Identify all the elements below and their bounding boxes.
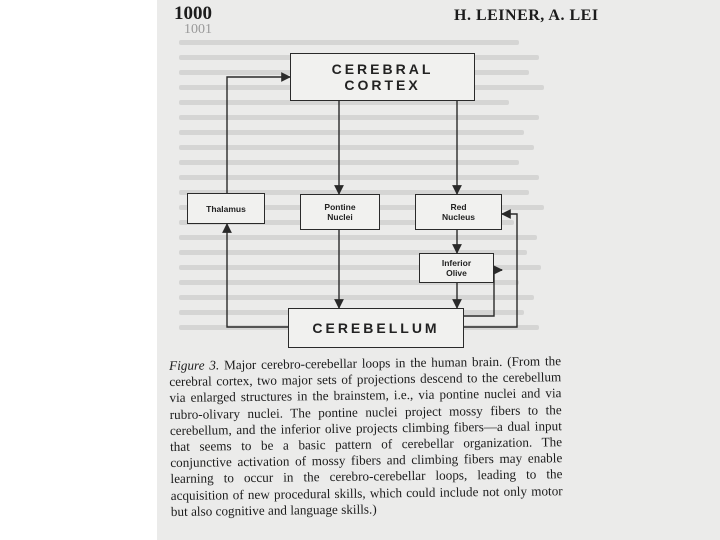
cerebral-cortex-label: CEREBRAL CORTEX — [331, 61, 434, 93]
page-number-bleed-through: 1001 — [184, 22, 212, 37]
pontine-nuclei-box — [300, 194, 380, 230]
scanned-page — [157, 0, 720, 540]
arrow-thalamus-to-cortex — [227, 77, 290, 193]
cerebellum-box — [288, 308, 464, 348]
cerebral-cortex-box — [290, 53, 475, 101]
cerebellum-label: CEREBELLUM — [312, 320, 440, 336]
figure-caption — [169, 353, 563, 520]
thalamus-box — [187, 193, 265, 224]
thalamus-label: Thalamus — [206, 203, 246, 214]
figure-label: Figure 3. — [169, 357, 220, 373]
red-nucleus-box — [415, 194, 502, 230]
cerebro-cerebellar-diagram — [157, 0, 720, 360]
inferior-olive-label: Inferior Olive — [441, 258, 472, 278]
page-number: 1000 — [174, 3, 212, 24]
caption-text: Major cerebro-cerebellar loops in the human brain. (From the cerebral cortex, two major sets of projections descend to the cerebellum via enlarged structures in the brainstem, i.e., via pontine nuclei and via rubro-olivary nuclei. The pontine nuclei project mossy fibers to the cerebellum, and the inferior olive projects climbing fibers—a dual input that seems to be a basic pattern of cerebellar organization. The conjunctive activation of mossy fibers and climbing fibers may enable learning to occur in the cerebro-cerebellar loops, leading to the acquisition of new procedural skills, which could include not only motor but also cognitive and language skills.) — [169, 353, 563, 519]
pontine-nuclei-label: Pontine Nuclei — [324, 202, 356, 222]
arrow-cerebellum-to-thalamus — [227, 224, 288, 327]
inferior-olive-box — [419, 253, 494, 283]
red-nucleus-label: Red Nucleus — [441, 202, 476, 222]
running-head: H. LEINER, A. LEI — [454, 7, 599, 24]
